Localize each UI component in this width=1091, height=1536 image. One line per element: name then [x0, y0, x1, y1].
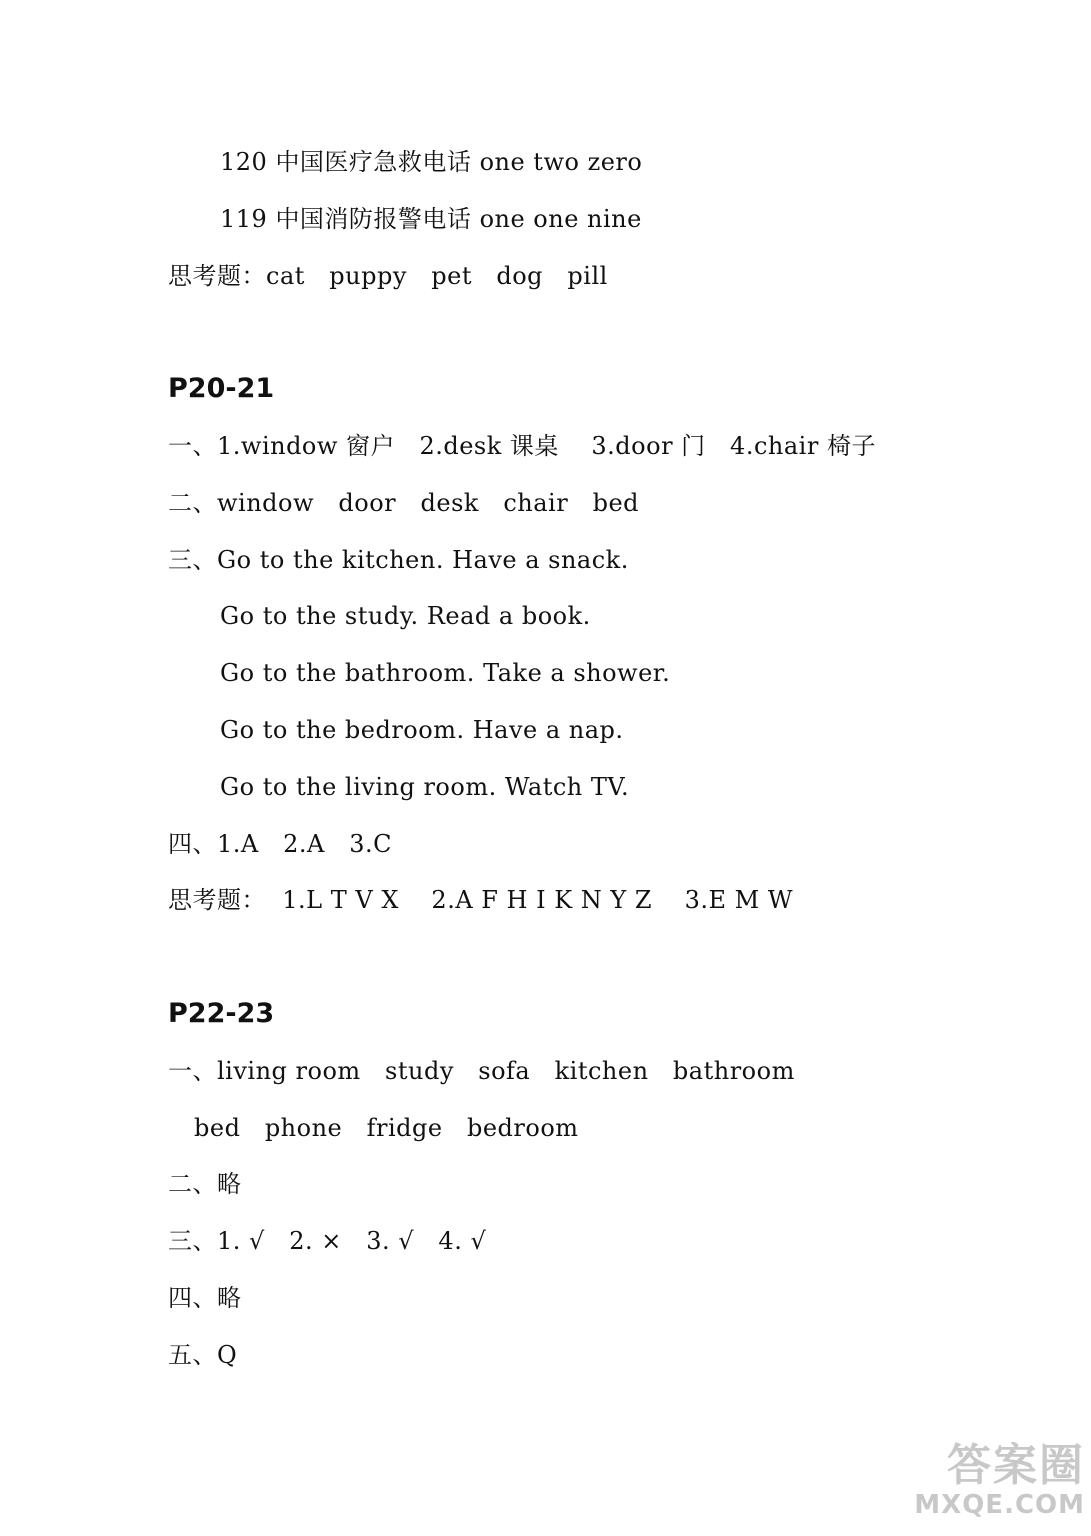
text-line: 119 中国消防报警电话 one one nine [220, 205, 642, 233]
text-line: 四、略 [168, 1284, 242, 1312]
text-line: 三、1. √ 2. × 3. √ 4. √ [168, 1227, 487, 1255]
text-line: Go to the bedroom. Have a nap. [220, 716, 624, 744]
section-heading: P22-23 [168, 998, 275, 1029]
text-line: 思考题：cat puppy pet dog pill [168, 262, 608, 290]
text-line: 五、Q [168, 1341, 238, 1369]
text-line: 120 中国医疗急救电话 one two zero [220, 148, 643, 176]
text-line: 一、1.window 窗户 2.desk 课桌 3.door 门 4.chair 椅子 [168, 432, 876, 460]
watermark-title: 答案圈 [947, 1440, 1085, 1491]
text-line: 二、window door desk chair bed [168, 489, 640, 517]
text-line: Go to the living room. Watch TV. [220, 773, 630, 801]
watermark-logo [885, 1442, 1085, 1532]
text-line: bed phone fridge bedroom [194, 1114, 579, 1142]
text-line: 二、略 [168, 1170, 242, 1198]
section-heading: P20-21 [168, 373, 275, 404]
text-line: Go to the study. Read a book. [220, 602, 591, 630]
text-line: 一、living room study sofa kitchen bathroom [168, 1057, 795, 1085]
text-line: Go to the bathroom. Take a shower. [220, 659, 671, 687]
text-line: 思考题： 1.L T V X 2.A F H I K N Y Z 3.E M W [168, 886, 793, 914]
watermark-url: MXQE.COM [914, 1490, 1085, 1520]
text-line: 四、1.A 2.A 3.C [168, 830, 392, 858]
text-line: 三、Go to the kitchen. Have a snack. [168, 546, 629, 574]
